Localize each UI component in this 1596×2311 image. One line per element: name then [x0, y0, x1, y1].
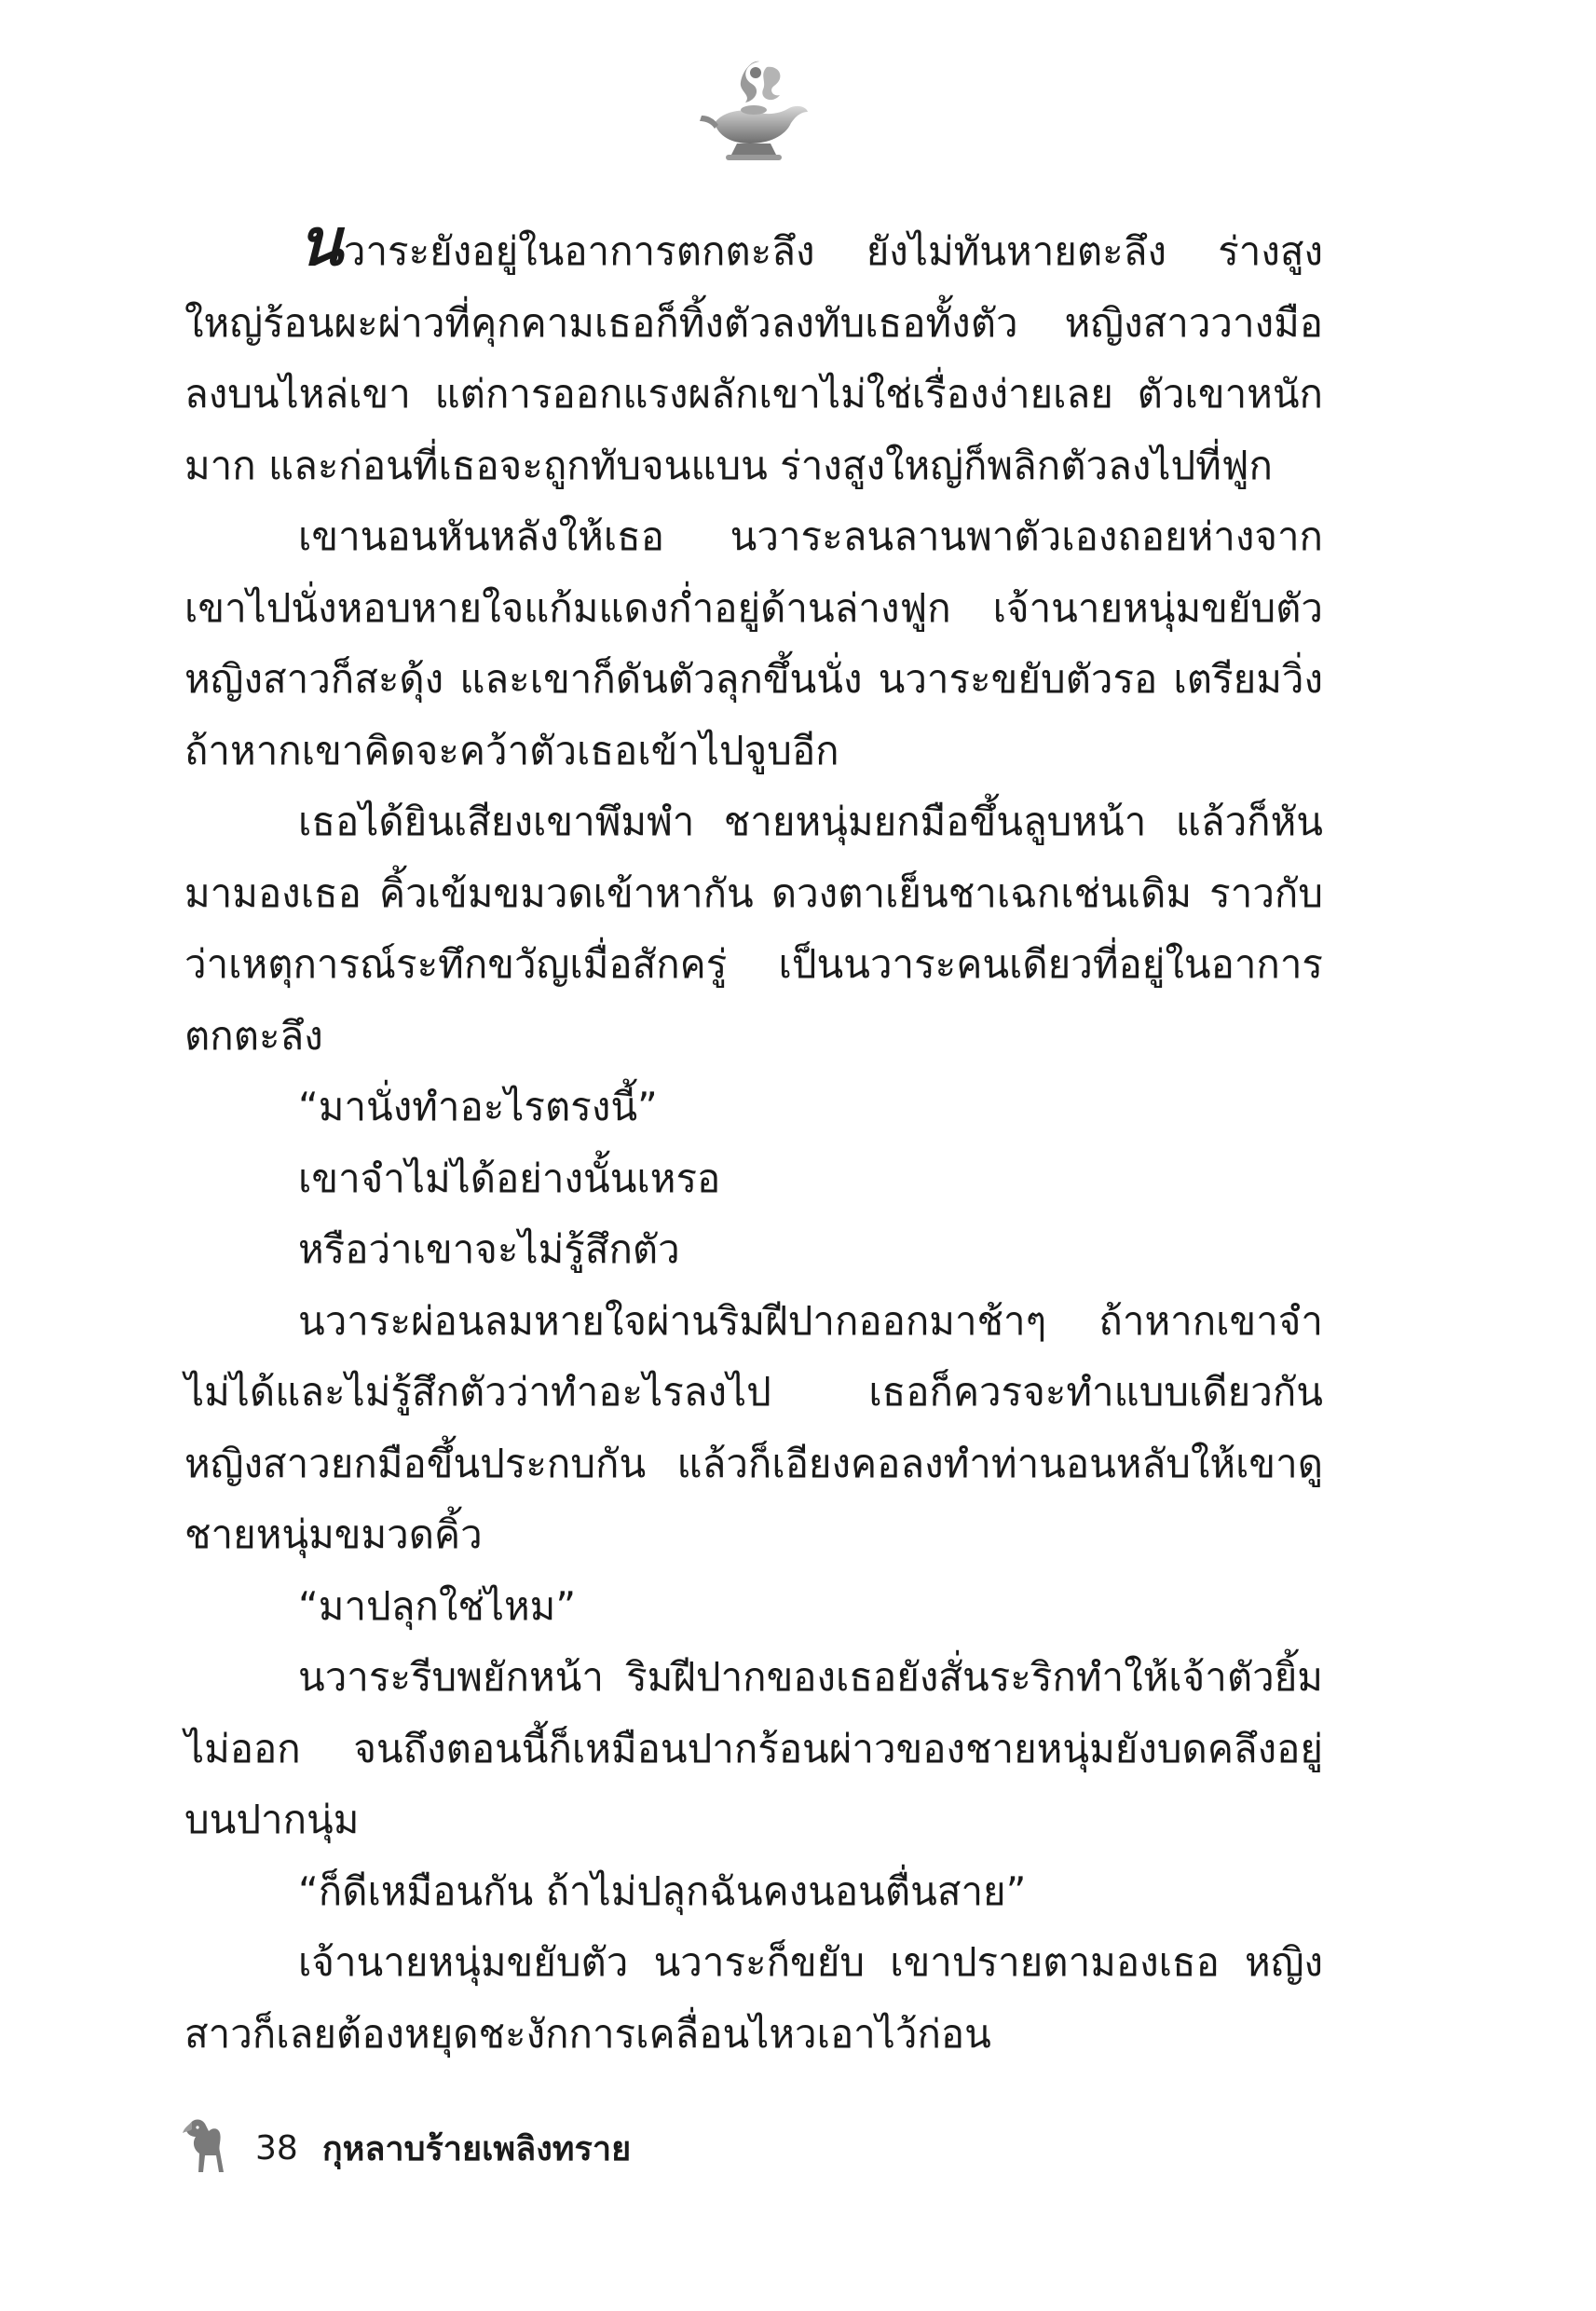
- story-paragraph: นวาระผ่อนลมหายใจผ่านริมฝีปากออกมาช้าๆ ถ้าหากเขาจำไม่ได้และไม่รู้สึกตัวว่าทำอะไรลงไป เธอก็ควรจะทำแบบเดียวกัน หญิงสาวยกมือขึ้นประกบกัน แล้วก็เอียงคอลงทำท่านอนหลับให้เขาดู ชายหนุ่มขมวดคิ้ว: [184, 1297, 1323, 1557]
- genie-lamp-icon: [694, 54, 815, 166]
- story-paragraph-first: [184, 204, 1323, 501]
- story-paragraph: นวาระรีบพยักหน้า ริมฝีปากของเธอยังสั่นระริกทำให้เจ้าตัวยิ้มไม่ออก จนถึงตอนนี้ก็เหมือนปากร้อนผ่าวของชายหนุ่มยังบดคลึงอยู่บนปากนุ่ม: [184, 1654, 1323, 1842]
- dialogue-line: “มานั่งทำอะไรตรงนี้”: [298, 1084, 658, 1129]
- story-paragraph: หรือว่าเขาจะไม่รู้สึกตัว: [298, 1226, 680, 1272]
- page-footer: [177, 2111, 631, 2185]
- story-paragraph: เธอได้ยินเสียงเขาพึมพำ ชายหนุ่มยกมือขึ้นลูบหน้า แล้วก็หันมามองเธอ คิ้วเข้มขมวดเข้าหากัน ดวงตาเย็นชาเฉกเช่นเดิม ราวกับว่าเหตุการณ์ระทึกขวัญเมื่อสักครู่ เป็นนวาระคนเดียวที่อยู่ในอาการตกตะลึง: [184, 799, 1323, 1059]
- story-paragraph: เขานอนหันหลังให้เธอ นวาระลนลานพาตัวเองถอยห่างจากเขาไปนั่งหอบหายใจแก้มแดงก่ำอยู่ด้านล่างฟูก เจ้านายหนุ่มขยับตัว หญิงสาวก็สะดุ้ง และเขาก็ดันตัวลุกขึ้นนั่ง นวาระขยับตัวรอ เตรียมวิ่งถ้าหากเขาคิดจะคว้าตัวเธอเข้าไปจูบอีก: [184, 513, 1323, 773]
- drop-cap-initial: น: [298, 204, 344, 280]
- book-title: กุหลาบร้ายเพลิงทราย: [321, 2129, 632, 2168]
- dialogue-line: “ก็ดีเหมือนกัน ถ้าไม่ปลุกฉันคงนอนตื่นสาย”: [298, 1867, 1027, 1914]
- dialogue-line: “มาปลุกใช่ไหม”: [298, 1582, 577, 1629]
- story-body: [184, 204, 1323, 2070]
- story-paragraph: เจ้านายหนุ่มขยับตัว นวาระก็ขยับ เขาปรายตามองเธอ หญิงสาวก็เลยต้องหยุดชะงักการเคลื่อนไหวเอาไว้ก่อน: [184, 1939, 1323, 2057]
- horse-icon: [177, 2114, 233, 2181]
- story-paragraph: เขาจำไม่ได้อย่างนั้นเหรอ: [298, 1155, 721, 1201]
- page-number: 38: [255, 2128, 298, 2167]
- first-paragraph-text: วาระยังอยู่ในอาการตกตะลึง ยังไม่ทันหายตะลึง ร่างสูงใหญ่ร้อนผะผ่าวที่คุกคามเธอก็ทิ้งตัวลงทับเธอทั้งตัว หญิงสาววางมือลงบนไหล่เขา แต่การออกแรงผลักเขาไม่ใช่เรื่องง่ายเลย ตัวเขาหนักมาก และก่อนที่เธอจะถูกทับจนแบน ร่างสูงใหญ่ก็พลิกตัวลงไปที่ฟูก: [184, 228, 1323, 488]
